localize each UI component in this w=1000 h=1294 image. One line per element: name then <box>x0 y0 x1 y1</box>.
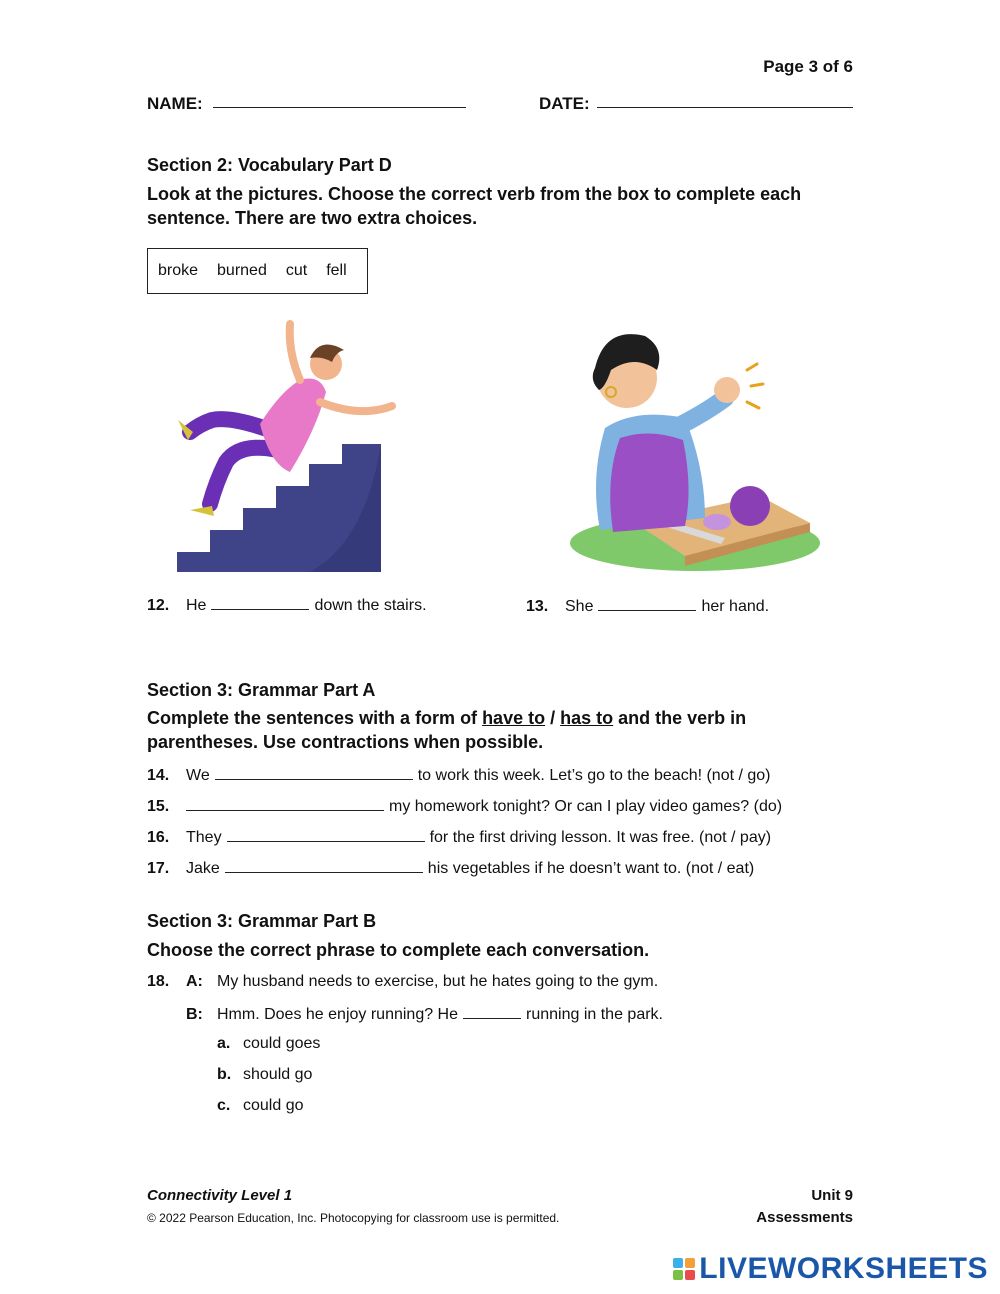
answer-blank-13[interactable] <box>598 596 696 611</box>
section-title-vocab: Section 2: Vocabulary Part D <box>147 155 392 175</box>
question-17 <box>147 858 867 878</box>
question-18-line-a <box>147 973 658 991</box>
option-letter: c. <box>217 1097 231 1114</box>
option-text: could goes <box>243 1035 321 1052</box>
question-number: 17. <box>147 860 170 877</box>
line-a-text: My husband needs to exercise, but he hates going to the gym. <box>217 973 659 990</box>
section-title-grammar-b: Section 3: Grammar Part B <box>147 911 377 931</box>
instr-text: Complete the sentences with a form of <box>147 708 483 728</box>
question-text-before: Jake <box>186 860 220 877</box>
question-text-before: She <box>565 598 594 615</box>
question-15 <box>147 796 867 816</box>
page-number: Page 3 of 6 <box>763 57 853 76</box>
date-field-line[interactable] <box>597 107 853 108</box>
word-box <box>147 248 368 294</box>
speaker-a: A: <box>186 973 203 990</box>
question-14 <box>147 765 867 785</box>
name-field-line[interactable] <box>213 107 466 108</box>
speaker-b: B: <box>186 1006 203 1023</box>
question-text-before: They <box>186 829 222 846</box>
answer-blank-16[interactable] <box>227 827 425 842</box>
liveworksheets-brand[interactable] <box>673 1252 988 1286</box>
question-text-after: my homework tonight? Or can I play video games? (do) <box>389 798 783 815</box>
grammar-b-instructions: Choose the correct phrase to complete each conversation. <box>147 940 650 960</box>
vocab-instructions: Look at the pictures. Choose the correct verb from the box to complete each sentence. There are two extra choices. <box>147 184 802 228</box>
question-text-before: He <box>186 597 207 614</box>
option-letter: a. <box>217 1035 231 1052</box>
instr-text: and the verb in parentheses. Use contractions when possible. <box>147 708 747 752</box>
instr-has-to: has to <box>560 708 614 728</box>
question-number: 12. <box>147 597 170 614</box>
instr-slash: / <box>545 708 561 728</box>
footer-section: Assessments <box>756 1209 853 1226</box>
question-text-after: down the stairs. <box>314 597 427 614</box>
word-option: cut <box>285 262 308 279</box>
question-number: 14. <box>147 767 170 784</box>
option-a[interactable] <box>217 1035 320 1053</box>
footer-unit: Unit 9 <box>811 1187 853 1204</box>
liveworksheets-logo-icon <box>673 1258 695 1280</box>
answer-blank-18[interactable] <box>463 1004 521 1019</box>
option-text: should go <box>243 1066 313 1083</box>
line-b-text-after: running in the park. <box>526 1006 663 1023</box>
footer-book-title: Connectivity Level 1 <box>147 1187 293 1204</box>
question-13 <box>526 596 866 616</box>
question-16 <box>147 827 867 847</box>
word-option: fell <box>326 262 347 279</box>
name-label: NAME: <box>147 94 203 113</box>
question-text-after: her hand. <box>701 598 770 615</box>
option-text: could go <box>243 1097 304 1114</box>
question-text-after: his vegetables if he doesn’t want to. (not / eat) <box>427 860 755 877</box>
answer-blank-14[interactable] <box>215 765 413 780</box>
question-text-after: for the first driving lesson. It was free. (not / pay) <box>429 829 772 846</box>
falling-man-illustration <box>160 312 410 574</box>
question-number: 13. <box>526 598 549 615</box>
option-letter: b. <box>217 1066 232 1083</box>
option-c[interactable] <box>217 1097 304 1115</box>
question-number: 16. <box>147 829 170 846</box>
instr-have-to: have to <box>482 708 546 728</box>
word-option: burned <box>217 262 267 279</box>
section-title-grammar-a: Section 3: Grammar Part A <box>147 680 376 700</box>
line-b-text-before: Hmm. Does he enjoy running? He <box>217 1006 459 1023</box>
date-label: DATE: <box>539 94 590 113</box>
word-option: broke <box>158 262 199 279</box>
footer-copyright: © 2022 Pearson Education, Inc. Photocopying for classroom use is permitted. <box>147 1211 560 1225</box>
question-number: 18. <box>147 973 170 990</box>
grammar-a-instructions <box>147 706 847 754</box>
brand-name: LIVEWORKSHEETS <box>699 1252 988 1285</box>
woman-cutting-illustration <box>565 318 820 578</box>
answer-blank-17[interactable] <box>225 858 423 873</box>
option-b[interactable] <box>217 1066 312 1084</box>
question-text-before: We <box>186 767 210 784</box>
question-18-line-b <box>186 1004 663 1024</box>
answer-blank-15[interactable] <box>186 796 384 811</box>
answer-blank-12[interactable] <box>211 595 309 610</box>
question-text-after: to work this week. Let’s go to the beach! (not / go) <box>417 767 771 784</box>
question-number: 15. <box>147 798 170 815</box>
